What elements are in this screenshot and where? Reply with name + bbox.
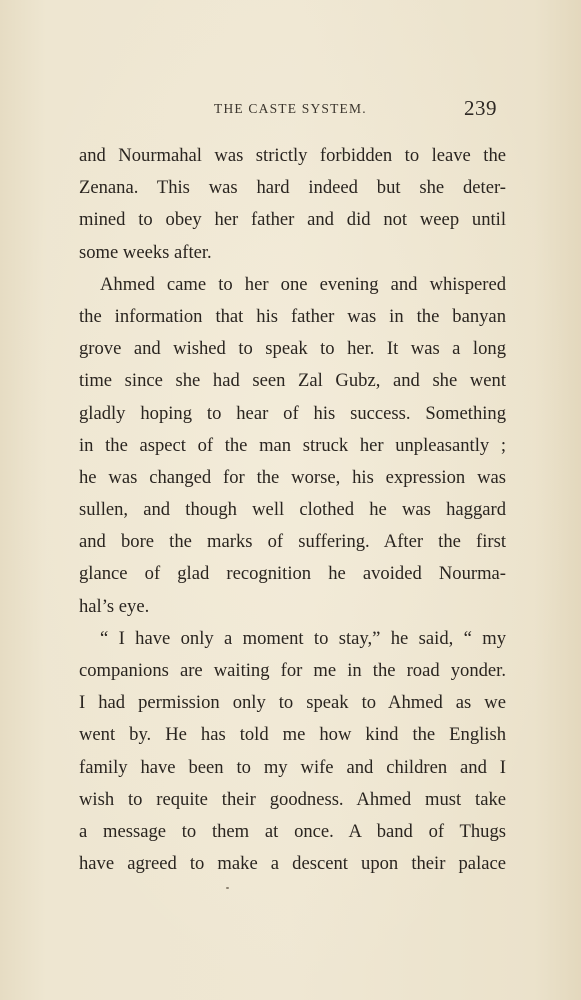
- text-line: and bore the marks of suffering. After the first: [79, 531, 506, 553]
- text-line: in the aspect of the man struck her unpleasantly ;: [79, 434, 506, 456]
- text-line: Zenana. This was hard indeed but she deter-: [79, 177, 506, 199]
- text-line: and Nourmahal was strictly forbidden to leave the: [79, 145, 506, 166]
- text-line: glance of glad recognition he avoided Nourma-: [79, 563, 506, 585]
- page-number: 239: [464, 96, 497, 120]
- text-line: the information that his father was in the banyan: [79, 305, 506, 327]
- text-line: a message to them at once. A band of Thugs: [79, 820, 506, 842]
- paragraph-1: [79, 140, 506, 269]
- text-line: Ahmed came to her one evening and whispered: [100, 273, 506, 295]
- text-line: I had permission only to speak to Ahmed as we: [79, 692, 506, 714]
- text-line: he was changed for the worse, his expression was: [79, 466, 506, 488]
- body-text: [79, 140, 506, 880]
- text-line: sullen, and though well clothed he was haggard: [79, 499, 506, 521]
- paragraph-3: [79, 623, 506, 881]
- text-line: family have been to my wife and children and I: [79, 756, 506, 778]
- text-line: grove and wished to speak to her. It was a long: [79, 338, 506, 360]
- text-line: hal’s eye.: [79, 595, 150, 617]
- paragraph-2: [79, 269, 506, 623]
- paper-speck: [226, 887, 229, 889]
- running-head-title: THE CASTE SYSTEM.: [214, 101, 367, 116]
- text-line: mined to obey her father and did not weep until: [79, 209, 506, 231]
- text-line: time since she had seen Zal Gubz, and she went: [79, 370, 506, 392]
- text-line: wish to requite their goodness. Ahmed must take: [79, 788, 506, 810]
- text-line: gladly hoping to hear of his success. Something: [79, 402, 506, 424]
- text-line: “ I have only a moment to stay,” he said, “ my: [100, 627, 506, 649]
- text-line: have agreed to make a descent upon their palace: [79, 853, 506, 875]
- running-head: [0, 96, 581, 126]
- text-line: went by. He has told me how kind the English: [79, 724, 506, 746]
- text-line: some weeks after.: [79, 241, 212, 263]
- text-line: companions are waiting for me in the road yonder.: [79, 660, 506, 681]
